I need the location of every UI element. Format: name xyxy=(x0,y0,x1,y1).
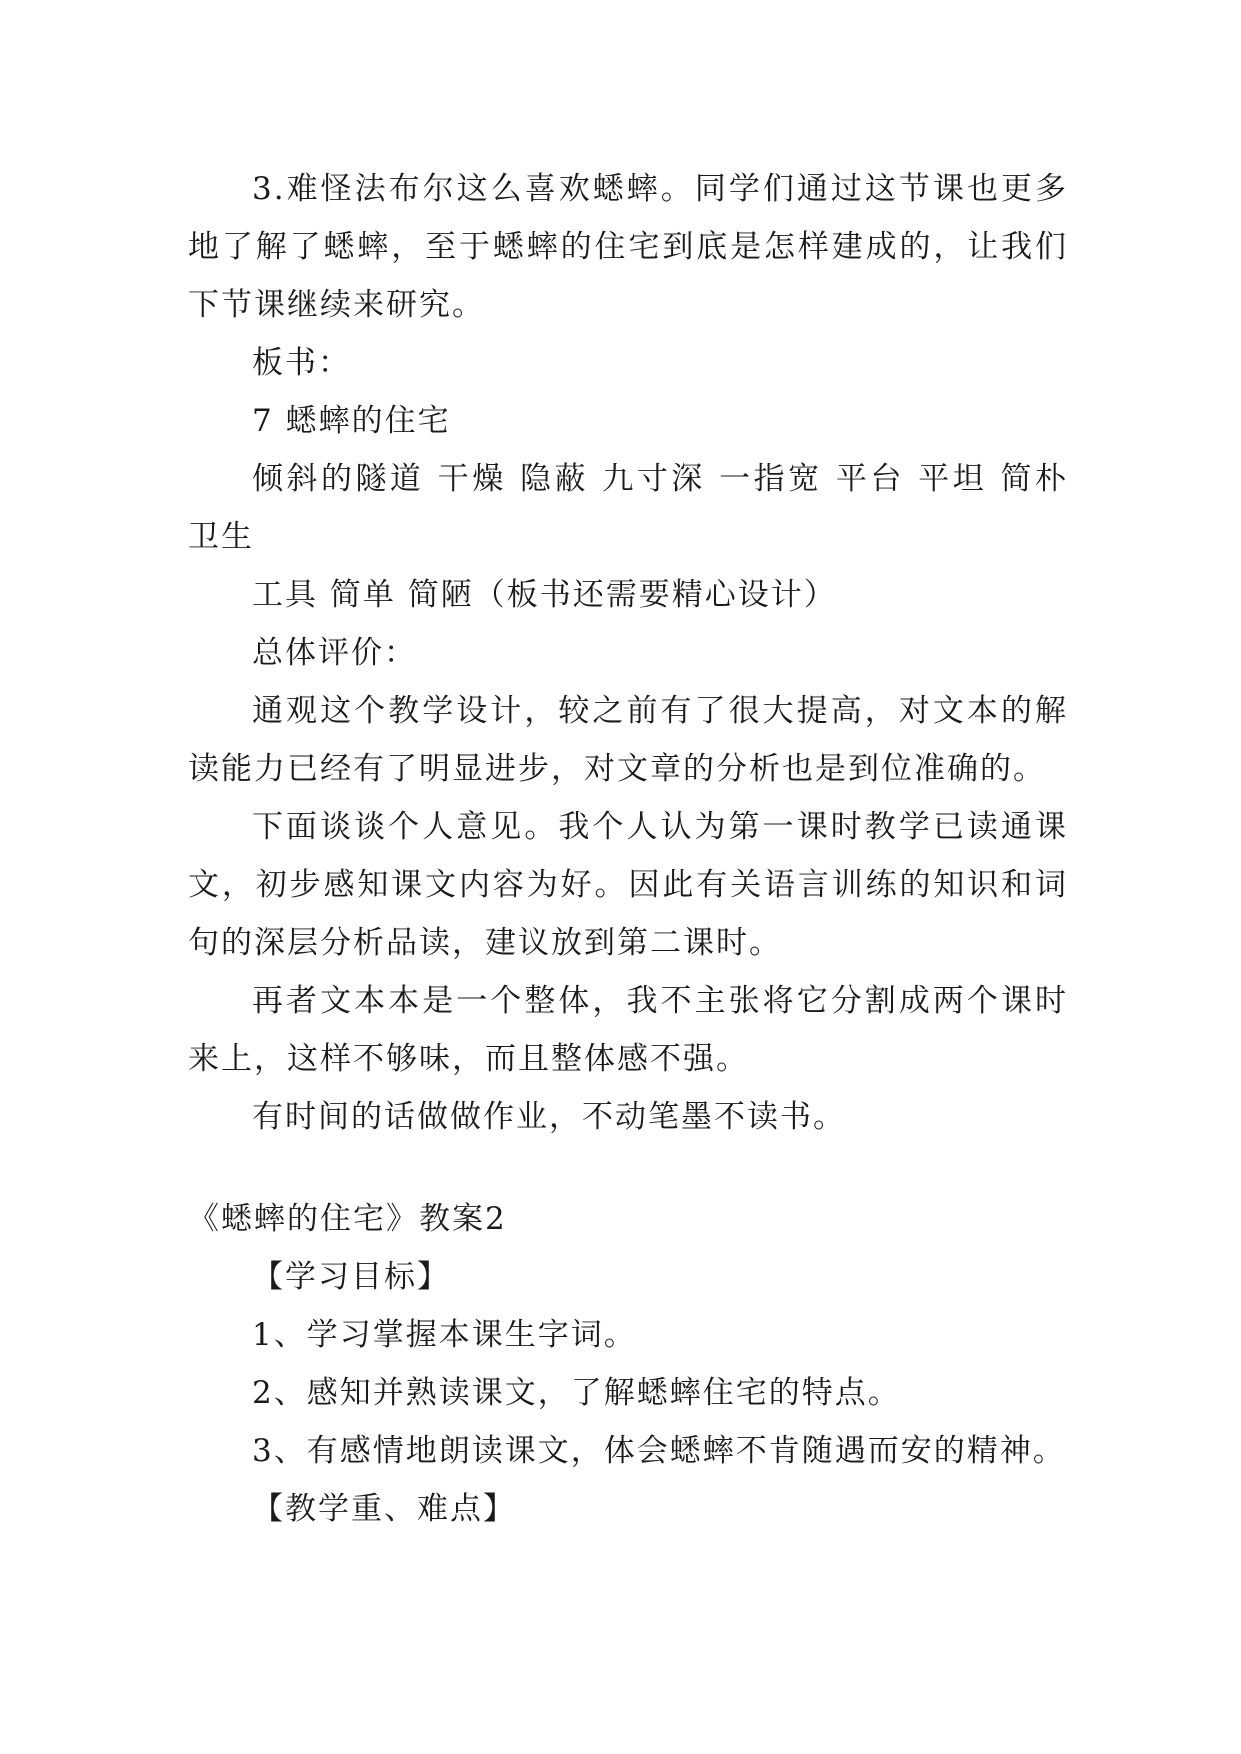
paragraph-evaluation-homework: 有时间的话做做作业，不动笔墨不读书。 xyxy=(252,1099,846,1135)
paragraph-blackboard-words: 倾斜的隧道 干燥 隐蔽 九寸深 一指宽 平台 平坦 简朴 卫生 xyxy=(188,461,1068,555)
section-title: 《蟋蟀的住宅》教案2 xyxy=(188,1201,507,1237)
paragraph-blackboard-label: 板书： xyxy=(252,345,351,381)
paragraph-evaluation-overview: 通观这个教学设计，较之前有了很大提高，对文本的解读能力已经有了明显进步，对文章的分析也是到位准确的。 xyxy=(188,693,1068,787)
heading-learning-goals: 【学习目标】 xyxy=(252,1259,450,1295)
paragraph-blackboard-tools: 工具 简单 简陋（板书还需要精心设计） xyxy=(252,577,837,613)
goal-item-1: 1、学习掌握本课生字词。 xyxy=(252,1317,637,1353)
heading-key-points: 【教学重、难点】 xyxy=(252,1491,516,1527)
paragraph-evaluation-opinion: 下面谈谈个人意见。我个人认为第一课时教学已读通课文，初步感知课文内容为好。因此有关语言训练的知识和词句的深层分析品读，建议放到第二课时。 xyxy=(188,809,1068,961)
paragraph-evaluation-label: 总体评价： xyxy=(252,635,417,671)
document-page xyxy=(188,160,1068,1538)
goal-item-2: 2、感知并熟读课文，了解蟋蟀住宅的特点。 xyxy=(252,1375,901,1411)
paragraph-conclusion: 3.难怪法布尔这么喜欢蟋蟀。同学们通过这节课也更多地了解了蟋蟀，至于蟋蟀的住宅到底是怎样建成的，让我们下节课继续来研究。 xyxy=(188,171,1068,323)
paragraph-blackboard-title: 7 蟋蟀的住宅 xyxy=(252,403,451,439)
paragraph-evaluation-whole: 再者文本本是一个整体，我不主张将它分割成两个课时来上，这样不够味，而且整体感不强。 xyxy=(188,983,1068,1077)
goal-item-3: 3、有感情地朗读课文，体会蟋蟀不肯随遇而安的精神。 xyxy=(252,1433,1066,1469)
